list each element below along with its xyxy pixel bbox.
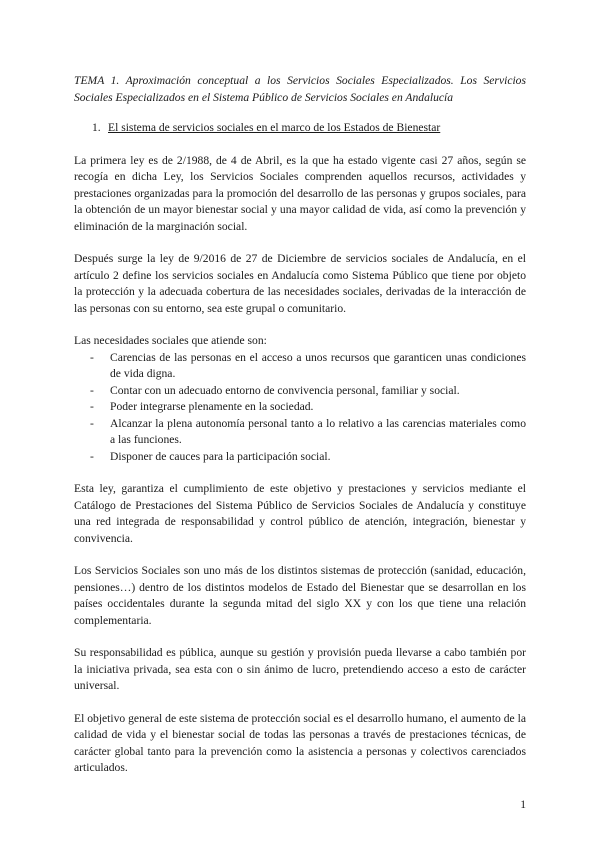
paragraph-sistemas-proteccion: Los Servicios Sociales son uno más de los distintos sistemas de protección (sanidad, educación, pensiones…) dentro de los distintos modelos de Estado del Bienestar que se desarrollan en los países occidentales durante la segunda mitad del siglo XX y con los que tiene una relación complementaria.	[74, 564, 526, 627]
list-marker: -	[90, 350, 94, 364]
list-item	[90, 449, 526, 466]
list-marker: -	[90, 400, 94, 413]
list-item	[90, 350, 526, 383]
list-item	[90, 416, 526, 449]
list-marker: -	[90, 449, 94, 463]
needs-list	[74, 350, 526, 466]
list-marker: -	[90, 416, 94, 430]
section-heading	[74, 120, 526, 137]
list-marker: -	[90, 383, 94, 397]
section-number: 1.	[92, 121, 101, 134]
paragraph-catalogo: Esta ley, garantiza el cumplimiento de este objetivo y prestaciones y servicios mediante el Catálogo de Prestaciones del Sistema Público de Servicios Sociales de Andalucía y constituye una red integrada de responsabilidad y control público de atención, integración, bienestar y convivencia.	[74, 482, 526, 545]
page-number: 1	[520, 798, 526, 811]
document-title: TEMA 1. Aproximación conceptual a los Servicios Sociales Especializados. Los Servicios Sociales Especializados en el Sistema Público de Servicios Sociales en Andalucía	[74, 74, 526, 104]
paragraph-objetivo-general: El objetivo general de este sistema de protección social es el desarrollo humano, el aumento de la calidad de vida y el bienestar social de todas las personas a través de prestaciones técnicas, de carácter global tanto para la prevención como la asistencia a personas y colectivos carenciados articulados.	[74, 711, 526, 774]
document-page	[74, 73, 526, 793]
list-item	[90, 383, 526, 400]
list-item-text: Contar con un adecuado entorno de convivencia personal, familiar y social.	[110, 383, 460, 397]
list-item-text: Poder integrarse plenamente en la sociedad.	[110, 400, 314, 413]
list-item-text: Disponer de cauces para la participación social.	[110, 449, 331, 463]
needs-list-intro: Las necesidades sociales que atiende son:	[74, 334, 267, 347]
list-item-text: Alcanzar la plena autonomía personal tanto a lo relativo a las carencias materiales como a las funciones.	[110, 416, 526, 446]
paragraph-responsabilidad: Su responsabilidad es pública, aunque su gestión y provisión pueda llevarse a cabo también por la iniciativa privada, sea esta con o sin ánimo de lucro, pretendiendo acceso a esto de carácter universal.	[74, 646, 526, 692]
paragraph-ley-2016: Después surge la ley de 9/2016 de 27 de Diciembre de servicios sociales de Andalucía, en el artículo 2 define los servicios sociales en Andalucía como Sistema Público que tiene por objeto la protección y la adecuada cobertura de las necesidades sociales, derivadas de la interacción de las personas con su entorno, sea este grupal o comunitario.	[74, 252, 526, 315]
section-heading-text: El sistema de servicios sociales en el marco de los Estados de Bienestar	[108, 121, 441, 134]
list-item	[90, 399, 526, 416]
list-item-text: Carencias de las personas en el acceso a unos recursos que garanticen unas condiciones de vida digna.	[110, 350, 526, 380]
paragraph-ley-1988: La primera ley es de 2/1988, de 4 de Abril, es la que ha estado vigente casi 27 años, según se recogía en dicha Ley, los Servicios Sociales comprenden aquellos recursos, actividades y prestaciones organizadas para la promoción del desarrollo de las personas y grupos sociales, para la obtención de un mayor bienestar social y una mayor calidad de vida, así como la prevención y eliminación de la marginación social.	[74, 153, 526, 233]
